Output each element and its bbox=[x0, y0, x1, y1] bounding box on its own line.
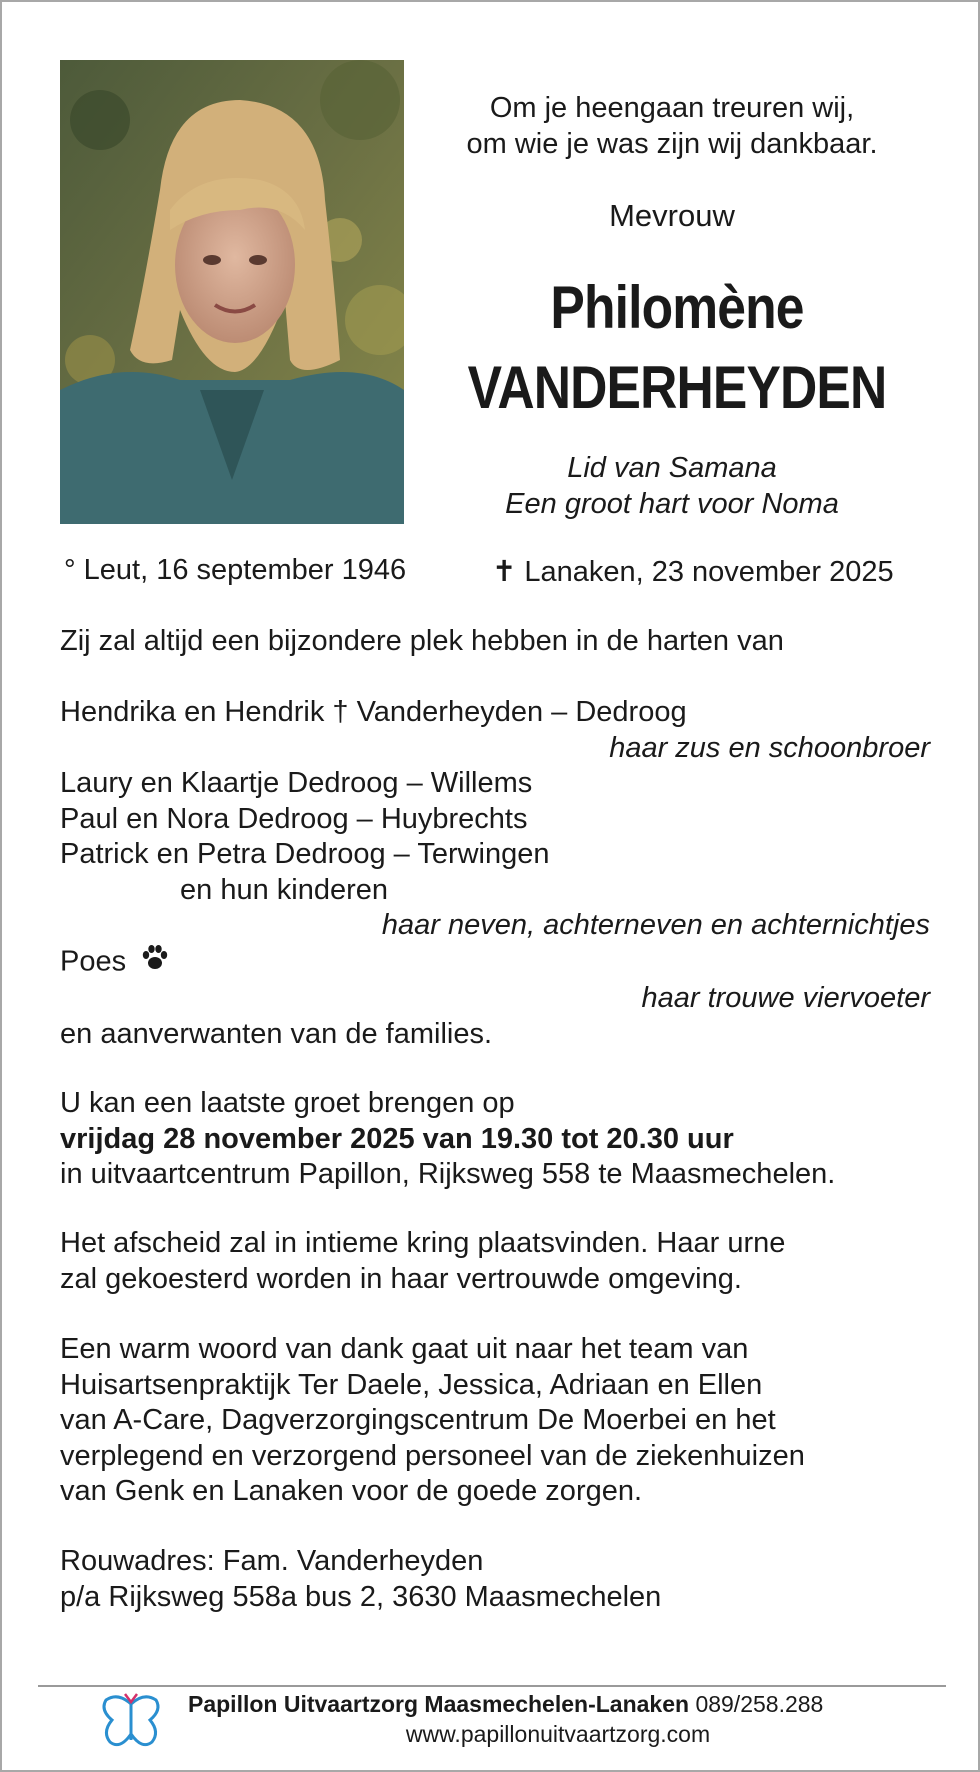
footer-divider bbox=[38, 1685, 946, 1687]
paw-icon bbox=[140, 944, 170, 982]
honorific: Mevrouw bbox=[609, 198, 735, 233]
thanks-line-1: Een warm woord van dank gaat uit naar het team van bbox=[60, 1333, 749, 1365]
farewell-line-2: zal gekoesterd worden in haar vertrouwde omgeving. bbox=[60, 1262, 742, 1295]
visitation-time: vrijdag 28 november 2025 van 19.30 tot 20.30 uur bbox=[60, 1122, 734, 1155]
butterfly-logo-icon bbox=[98, 1690, 164, 1754]
thanks-line-3: van A-Care, Dagverzorgingscentrum De Moerbei en het bbox=[60, 1404, 776, 1436]
thanks-line-2: Huisartsenpraktijk Ter Daele, Jessica, Adriaan en Ellen bbox=[60, 1368, 763, 1401]
footer-company-line bbox=[188, 1691, 928, 1718]
relation-nephews: haar neven, achterneven en achternichtjes bbox=[381, 909, 930, 941]
thanks-section bbox=[60, 1332, 930, 1510]
company-name: Papillon Uitvaartzorg Maasmechelen-Lanaken bbox=[188, 1691, 690, 1717]
address-line-1: Rouwadres: Fam. Vanderheyden bbox=[60, 1545, 484, 1577]
visitation-intro: U kan een laatste groet brengen op bbox=[60, 1087, 515, 1119]
motto-line-1: Lid van Samana bbox=[567, 452, 777, 484]
first-name: Philomène bbox=[550, 274, 804, 341]
portrait-photo bbox=[60, 60, 404, 524]
deceased-name bbox=[466, 268, 887, 428]
poem-line-1: Om je heengaan treuren wij, bbox=[489, 92, 855, 124]
address-line-2: p/a Rijksweg 558a bus 2, 3630 Maasmechelen bbox=[60, 1580, 662, 1613]
poem bbox=[442, 90, 902, 162]
family-relatives: en aanverwanten van de families. bbox=[60, 1017, 493, 1050]
family-section bbox=[60, 624, 930, 1052]
last-name: VANDERHEYDEN bbox=[467, 354, 887, 421]
farewell-section bbox=[60, 1226, 930, 1297]
birth-date: ° Leut, 16 september 1946 bbox=[64, 554, 407, 586]
family-nephew-1: Laury en Klaartje Dedroog – Willems bbox=[60, 767, 533, 799]
family-nephew-2: Paul en Nora Dedroog – Huybrechts bbox=[60, 802, 528, 835]
motto-line-2: Een groot hart voor Noma bbox=[505, 488, 839, 520]
thanks-line-4: verplegend en verzorgend personeel van de ziekenhuizen bbox=[60, 1439, 805, 1472]
death-date: ✝ Lanaken, 23 november 2025 bbox=[492, 556, 894, 588]
intro-text: Zij zal altijd een bijzondere plek hebben in de harten van bbox=[60, 625, 784, 657]
farewell-line-1: Het afscheid zal in intieme kring plaatsvinden. Haar urne bbox=[60, 1227, 786, 1259]
visitation-location: in uitvaartcentrum Papillon, Rijksweg 558 te Maasmechelen. bbox=[60, 1158, 836, 1190]
address-section bbox=[60, 1544, 930, 1615]
family-children: en hun kinderen bbox=[180, 873, 388, 906]
visitation-section bbox=[60, 1086, 930, 1193]
motto bbox=[442, 450, 902, 522]
relation-sister: haar zus en schoonbroer bbox=[609, 731, 930, 764]
family-nephew-3: Patrick en Petra Dedroog – Terwingen bbox=[60, 838, 550, 870]
company-website[interactable]: www.papillonuitvaartzorg.com bbox=[405, 1721, 711, 1747]
company-phone: 089/258.288 bbox=[695, 1691, 824, 1717]
thanks-line-5: van Genk en Lanaken voor de goede zorgen. bbox=[60, 1475, 643, 1507]
poem-line-2: om wie je was zijn wij dankbaar. bbox=[466, 128, 878, 160]
pet-name: Poes bbox=[60, 944, 127, 977]
family-sister: Hendrika en Hendrik † Vanderheyden – Dedroog bbox=[60, 696, 687, 728]
relation-pet: haar trouwe viervoeter bbox=[641, 982, 930, 1014]
family-pet bbox=[60, 944, 930, 982]
